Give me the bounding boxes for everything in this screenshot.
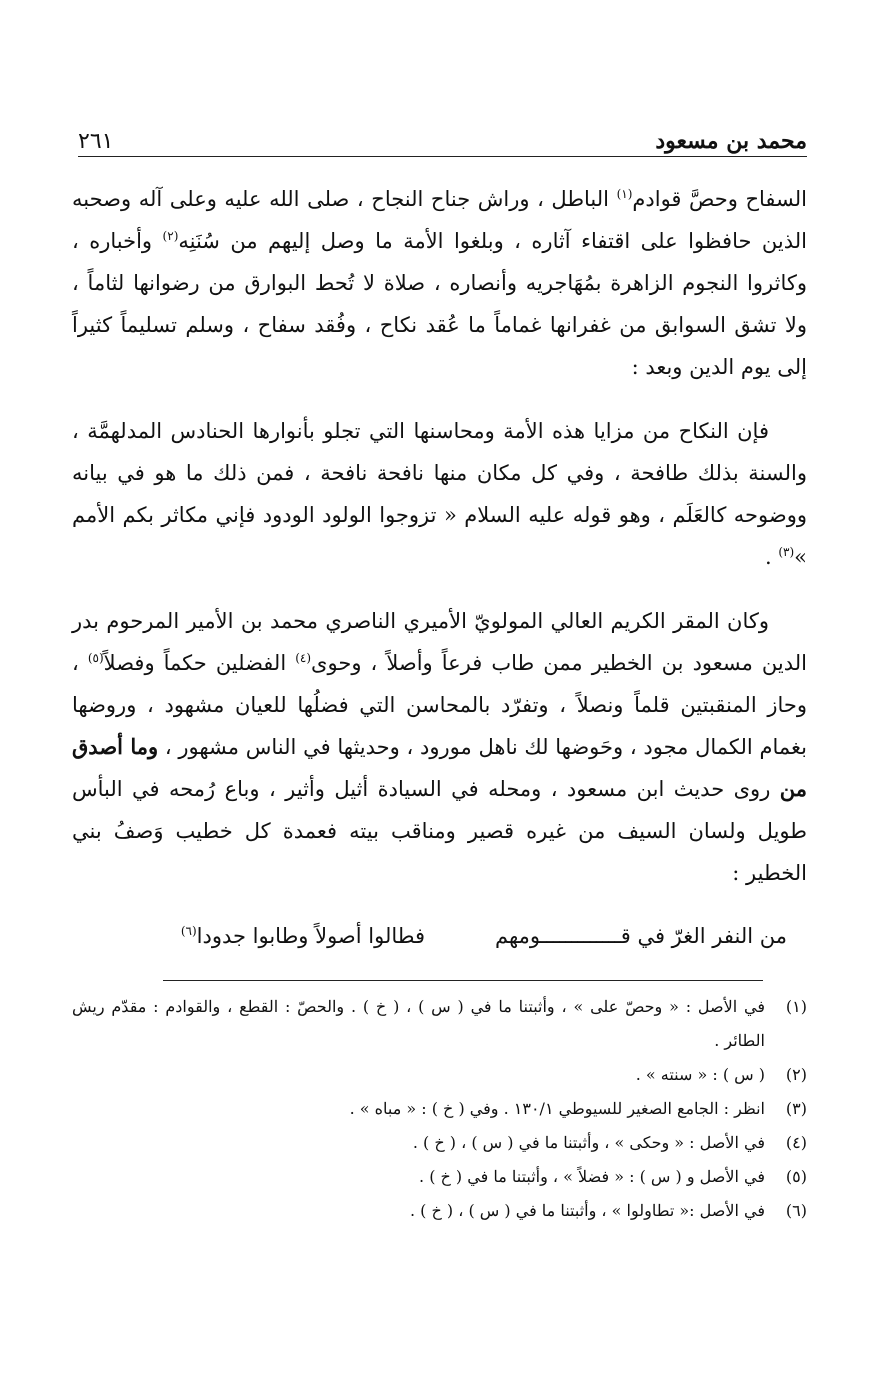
main-text	[72, 178, 807, 956]
footnote-5: (٥) في الأصل و ( س ) : « فضلاً » ، وأثبتنا ما في ( خ ) .	[419, 1167, 807, 1186]
footnote-ref-2[interactable]: (٢)	[162, 229, 179, 243]
footnote-1: (١) في الأصل : « وحصّ على » ، وأثبتنا ما في ( س ) ، ( خ ) . والحصّ : القطع ، والقوادم : مقدّم ريش الطائر .	[72, 997, 807, 1050]
footnote-separator	[163, 980, 763, 981]
paragraph-1: السفاح وحصَّ قوادم$^{(١)}$ الباطل ، وراش جناح النجاح ، صلى الله عليه وعلى آله وصحبه الذين حافظوا على اقتفاء آثاره ، وبلغوا الأمة ما وصل إليهم من سُنَنِه$^{(٢)}$ وأخباره ، وكاثروا النجوم الزاهرة بمُهَاجريه وأنصاره ، صلاة لا تُحط البوارق من رضوانها لثاماً ، ولا تشق السوابق من غفرانها غماماً ما عُقد نكاح ، وفُقد سفاح ، وسلم تسليماً كثيراً إلى يوم الدين وبعد :	[72, 187, 807, 379]
bold-phrase: وما أصدق من	[72, 734, 807, 801]
footnote-ref-1[interactable]: (١)	[616, 187, 633, 201]
footnote-6: (٦) في الأصل :« تطاولوا » ، وأثبتنا ما في ( س ) ، ( خ ) .	[409, 1201, 807, 1220]
footnote-ref-6[interactable]: (٦)	[180, 924, 197, 938]
page-header	[78, 120, 807, 157]
paragraph-3: وكان المقر الكريم العالي المولويّ الأميري الناصري محمد بن الأمير المرحوم بدر الدين مسعود بن الخطير ممن طاب فرعاً وأصلاً ، وحوى$^{(٤)}$ الفضلين حكماً وفصلاً$^{(٥)}$ ، وحاز المنقبتين قلماً ونصلاً ، وتفرّد بالمحاسن التي فضلُها للعيان مشهود ، وروضها بغمام الكمال مجود ، وحَوضها لك ناهل مورود ، وحديثها في الناس مشهور ، وما أصدق من روى حديث ابن مسعود ، ومحله في السيادة أثيل وأثير ، وباع رُمحه في البأس طويل ولسان السيف من غيره قصير ومناقب بيته فعمدة كل خطيب وَصفُ بني الخطير :	[72, 609, 808, 885]
footnote-ref-5[interactable]: (٥)	[87, 651, 104, 665]
paragraph-2: فإن النكاح من مزايا هذه الأمة ومحاسنها التي تجلو بأنوارها الحنادس المدلهمَّة ، والسنة بذلك طافحة ، وفي كل مكان منها نافحة نافحة ، فمن ذلك ما هو في بيانه ووضوحه كالعَلَم ، وهو قوله عليه السلام « تزوجوا الولود الودود فإني مكاثر بكم الأمم »$^{(٣)}$ .	[72, 419, 807, 569]
footnote-ref-4[interactable]: (٤)	[295, 651, 312, 665]
page-number: ٢٦١	[78, 129, 114, 154]
running-title: محمد بن مسعود	[655, 128, 807, 154]
poem-hemistich-1: من النفر الغرّ في قـــــــــــــومهم	[495, 924, 787, 948]
footnote-2: (٢) ( س ) : « سنته » .	[635, 1065, 807, 1084]
footnote-3: (٣) انظر : الجامع الصغير للسيوطي ١٣٠/١ . وفي ( خ ) : « مباه » .	[349, 1099, 807, 1118]
poem-verse	[72, 916, 787, 956]
poem-hemistich-2: فطالوا أصولاً وطابوا جدودا$^{(٦)}$	[180, 924, 426, 948]
footnote-4: (٤) في الأصل : « وحكى » ، وأثبتنا ما في ( س ) ، ( خ ) .	[412, 1133, 807, 1152]
footnotes	[72, 990, 807, 1228]
footnote-ref-3[interactable]: (٣)	[778, 545, 795, 559]
